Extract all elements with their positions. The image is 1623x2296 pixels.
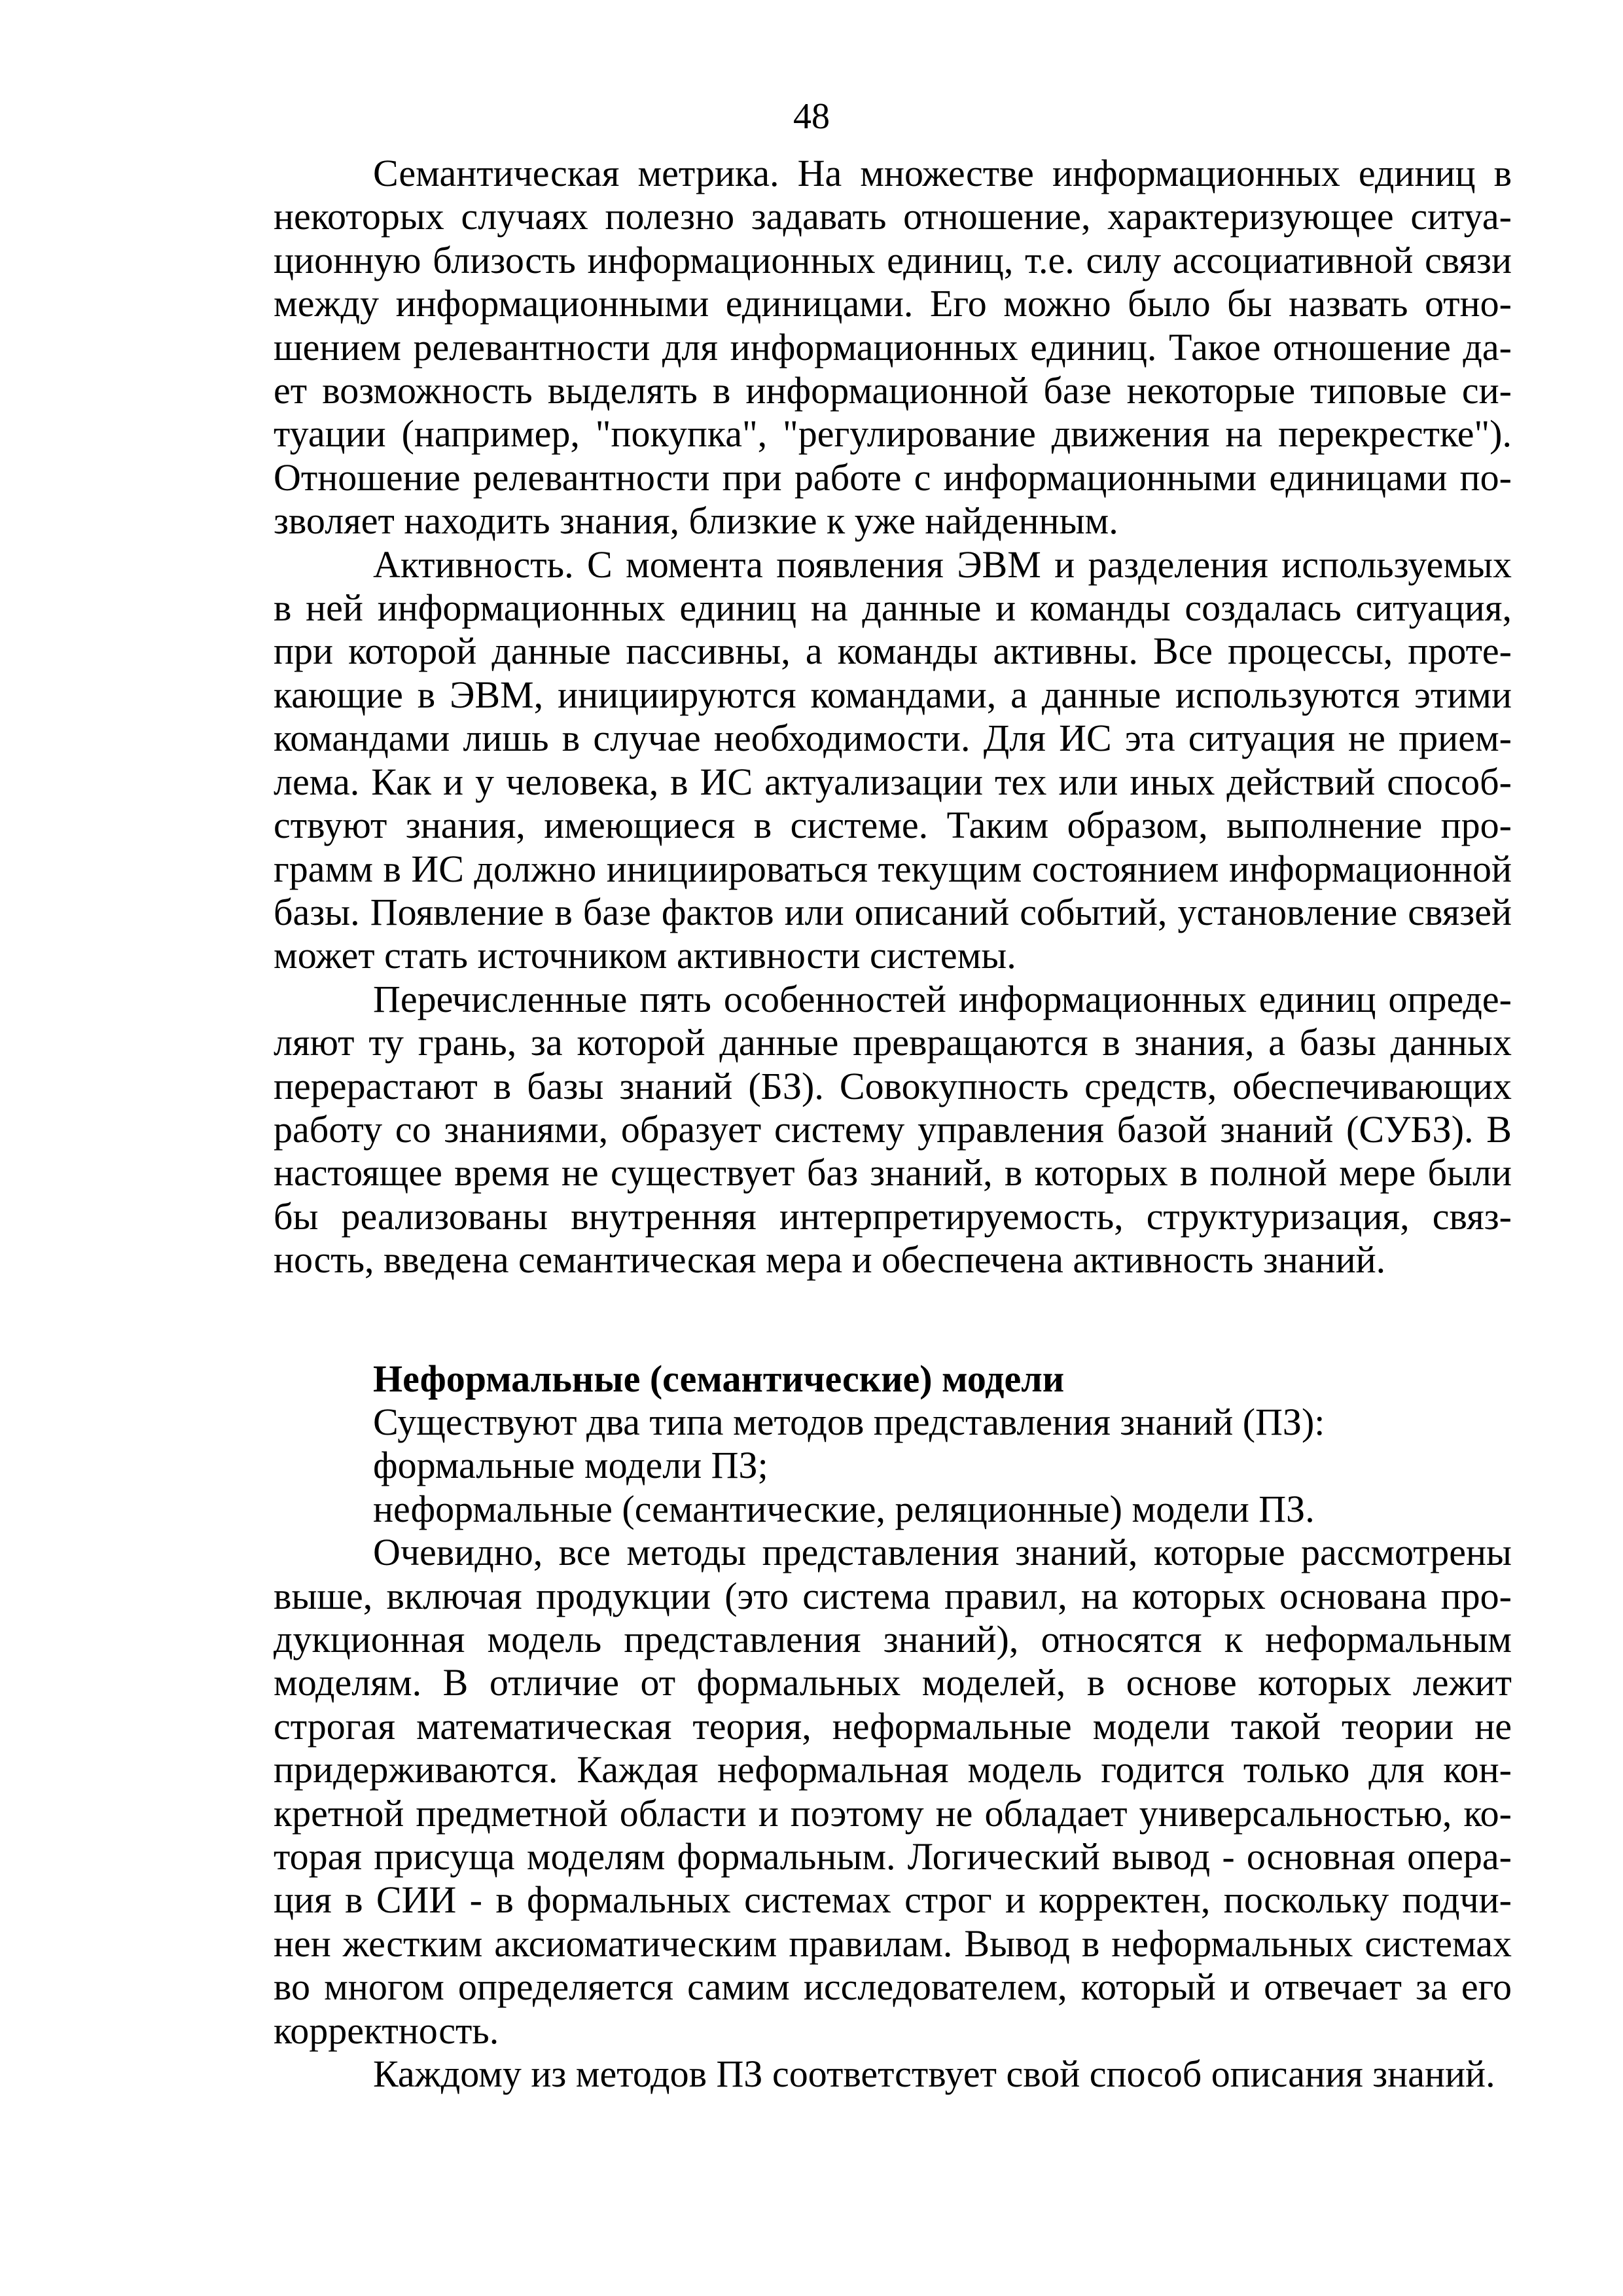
list-item-informal-models: неформальные (семантические, реляционные) модели ПЗ. xyxy=(373,1487,1315,1530)
body-text xyxy=(274,152,1512,2096)
paragraph-activity: Активность. С момента появления ЭВМ и разделения используемых в ней информационных единиц на данные и команды создалась ситуация, при которой данные пассивны, а команды активны. Все процессы, протекающие в ЭВМ, инициируются командами, а данные используются этими командами лишь в случае необходимости. Для ИС эта ситуация не приемлема. Как и у человека, в ИС актуализации тех или иных действий способствуют знания, имеющиеся в системе. Таким образом, выполнение программ в ИС должно инициироваться текущим состоянием информационной базы. Появление в базе фактов или описаний событий, установление связей может стать источником активности системы. xyxy=(274,543,1512,977)
paragraph-closing: Каждому из методов ПЗ соответствует свой способ описания знаний. xyxy=(373,2053,1495,2096)
list-item-formal-models: формальные модели ПЗ; xyxy=(373,1444,768,1487)
section-heading: Неформальные (семантические) модели xyxy=(373,1357,1065,1400)
page-number: 48 xyxy=(793,96,830,137)
paragraph-informal-models: Очевидно, все методы представления знаний, которые рассмотрены выше, включая продукции (это система правил, на которых основана продукционная модель представления знаний), относятся к неформальным моделям. В отличие от формальных моделей, в основе которых лежит строгая математическая теория, неформальные модели такой теории не придерживаются. Каждая неформальная модель годится только для конкретной предметной области и поэтому не обладает универсальностью, которая присуща моделям формальным. Логический вывод - основная операция в СИИ - в формальных системах строг и корректен, поскольку подчинен жестким аксиоматическим правилам. Вывод в неформальных системах во многом определяется самим исследователем, который и отвечает за его корректность. xyxy=(274,1531,1512,2052)
intro-line: Существуют два типа методов представления знаний (ПЗ): xyxy=(373,1400,1325,1443)
paragraph-five-features: Перечисленные пять особенностей информационных единиц определяют ту грань, за которой данные превращаются в знания, а базы данных перерастают в базы знаний (БЗ). Совокупность средств, обеспечивающих работу со знаниями, образует систему управления базой знаний (СУБЗ). В настоящее время не существует баз знаний, в которых в полной мере были бы реализованы внутренняя интерпретируемость, структуризация, связность, введена семантическая мера и обеспечена активность знаний. xyxy=(274,977,1512,1282)
paragraph-semantic-metric: Семантическая метрика. На множестве информационных единиц в некоторых случаях полезно задавать отношение, характеризующее ситуационную близость информационных единиц, т.е. силу ассоциативной связи между информационными единицами. Его можно было бы назвать отношением релевантности для информационных единиц. Такое отношение дает возможность выделять в информационной базе некоторые типовые ситуации (например, "покупка", "регулирование движения на перекрестке"). Отношение релевантности при работе с информационными единицами позволяет находить знания, близкие к уже найденным. xyxy=(274,152,1512,543)
